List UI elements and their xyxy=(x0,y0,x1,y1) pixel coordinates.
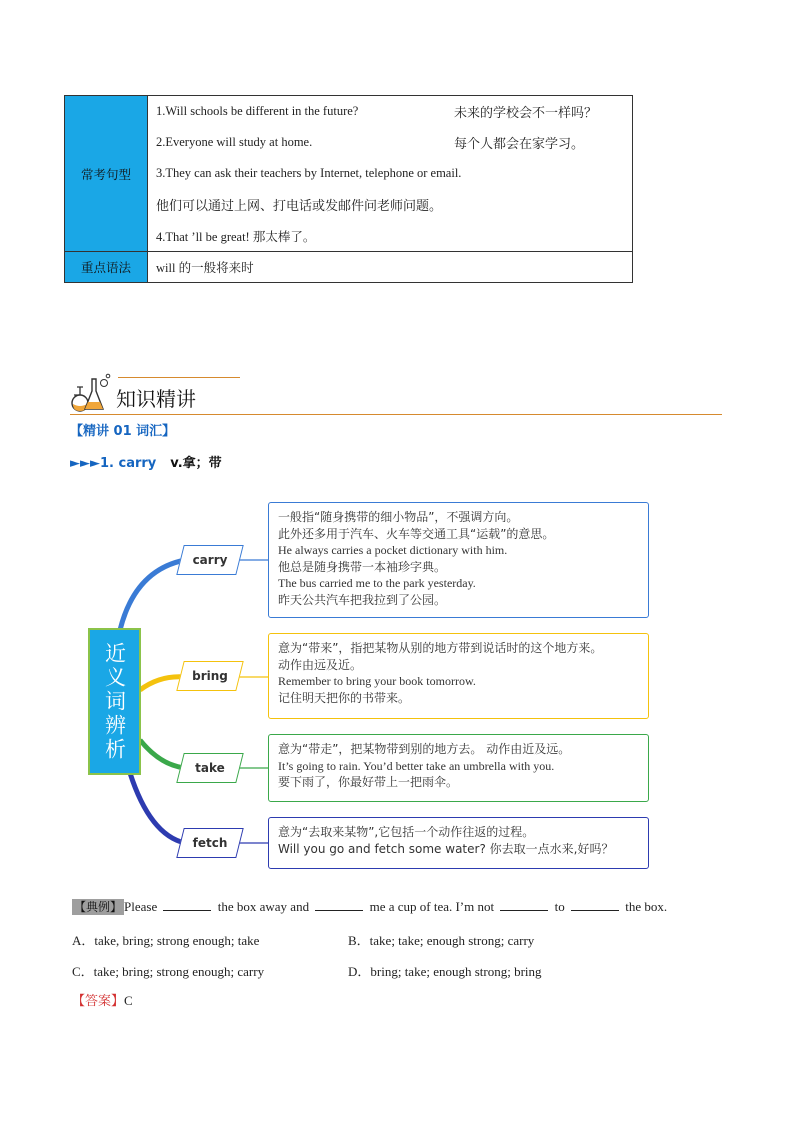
mind-map xyxy=(80,495,660,880)
option-b: B．take; take; enough strong; carry xyxy=(348,933,535,948)
sentence-row-4: 4.That ’ll be great! 那太棒了。 xyxy=(156,229,316,244)
grammar-text: will 的一般将来时 xyxy=(156,261,254,275)
table-label-grammar: 重点语法 xyxy=(65,252,148,283)
blank xyxy=(163,901,211,911)
sentence-en: 2.Everyone will study at home. xyxy=(156,135,313,149)
blank xyxy=(315,901,363,911)
grammar-cell xyxy=(148,252,633,283)
option-c: C．take; bring; strong enough; carry xyxy=(72,964,265,979)
branch-node-fetch: fetch xyxy=(180,828,240,858)
sentence-en: 1.Will schools be different in the future? xyxy=(156,104,359,118)
option-a: A．take, bring; strong enough; take xyxy=(72,933,260,948)
definition-box-fetch: 意为“去取来某物”,它包括一个动作往返的过程。 Will you go and fetch some water? 你去取一点水来,好吗？ xyxy=(268,817,649,869)
section-title: 知识精讲 xyxy=(116,387,196,411)
center-topic: 近义词辨析 xyxy=(88,628,141,775)
word-pos: v.拿；带 xyxy=(170,456,222,471)
decorative-line xyxy=(118,377,240,378)
answer-line xyxy=(72,990,133,1009)
branch-node-take: take xyxy=(180,753,240,783)
definition-box-take: 意为“带走”，把某物带到别的地方去。 动作由近及远。 It’s going to rain. You’d better take an umbrella with you. 要下雨了，你最好带上一把雨伞。 xyxy=(268,734,649,802)
flask-icon xyxy=(70,373,112,413)
blank xyxy=(500,901,548,911)
branch-node-carry: carry xyxy=(180,545,240,575)
definition-box-bring: 意为“带来”，指把某物从别的地方带到说话时的这个地方来。 动作由远及近。 Remember to bring your book tomorrow. 记住明天把你的书带来。 xyxy=(268,633,649,719)
sentence-cn: 每个人都会在家学习。 xyxy=(454,137,585,152)
arrow-icon: ►►► xyxy=(70,456,100,471)
answer-value: C xyxy=(124,993,133,1008)
example-tag: 【典例】 xyxy=(74,900,123,914)
word-heading xyxy=(70,452,222,471)
sentence-row-1 xyxy=(148,96,632,127)
sentence-row-3-en: 3.They can ask their teachers by Internet, telephone or email. xyxy=(156,166,462,180)
sentence-row-2 xyxy=(148,127,632,158)
answer-tag: 【答案】 xyxy=(72,994,125,1009)
sentence-table xyxy=(64,95,633,283)
word-text: 1. carry xyxy=(100,456,157,471)
section-rule xyxy=(70,414,722,415)
option-d: D．bring; take; enough strong; bring xyxy=(348,964,542,979)
example-question: 【典例】 Please the box away and me a cup of tea. I’m not to the box. xyxy=(74,899,668,914)
sentence-row-3-cn: 他们可以通过上网、打电话或发邮件问老师问题。 xyxy=(156,199,443,214)
sentence-cn: 未来的学校会不一样吗？ xyxy=(454,106,598,121)
section-heading xyxy=(70,373,722,415)
blank xyxy=(571,901,619,911)
table-label-sentences: 常考句型 xyxy=(65,96,148,252)
subsection-title: 【精讲 01 词汇】 xyxy=(70,424,176,439)
definition-box-carry: 一般指“随身携带的细小物品”，不强调方向。 此外还多用于汽车、火车等交通工具“运载”的意思。 He always carries a pocket dictionary with him. 他总是随身携带一本袖珍字典。 The bus carried me to the park yesterday. 昨天公共汽车把我拉到了公园。 xyxy=(268,502,649,618)
branch-node-bring: bring xyxy=(180,661,240,691)
